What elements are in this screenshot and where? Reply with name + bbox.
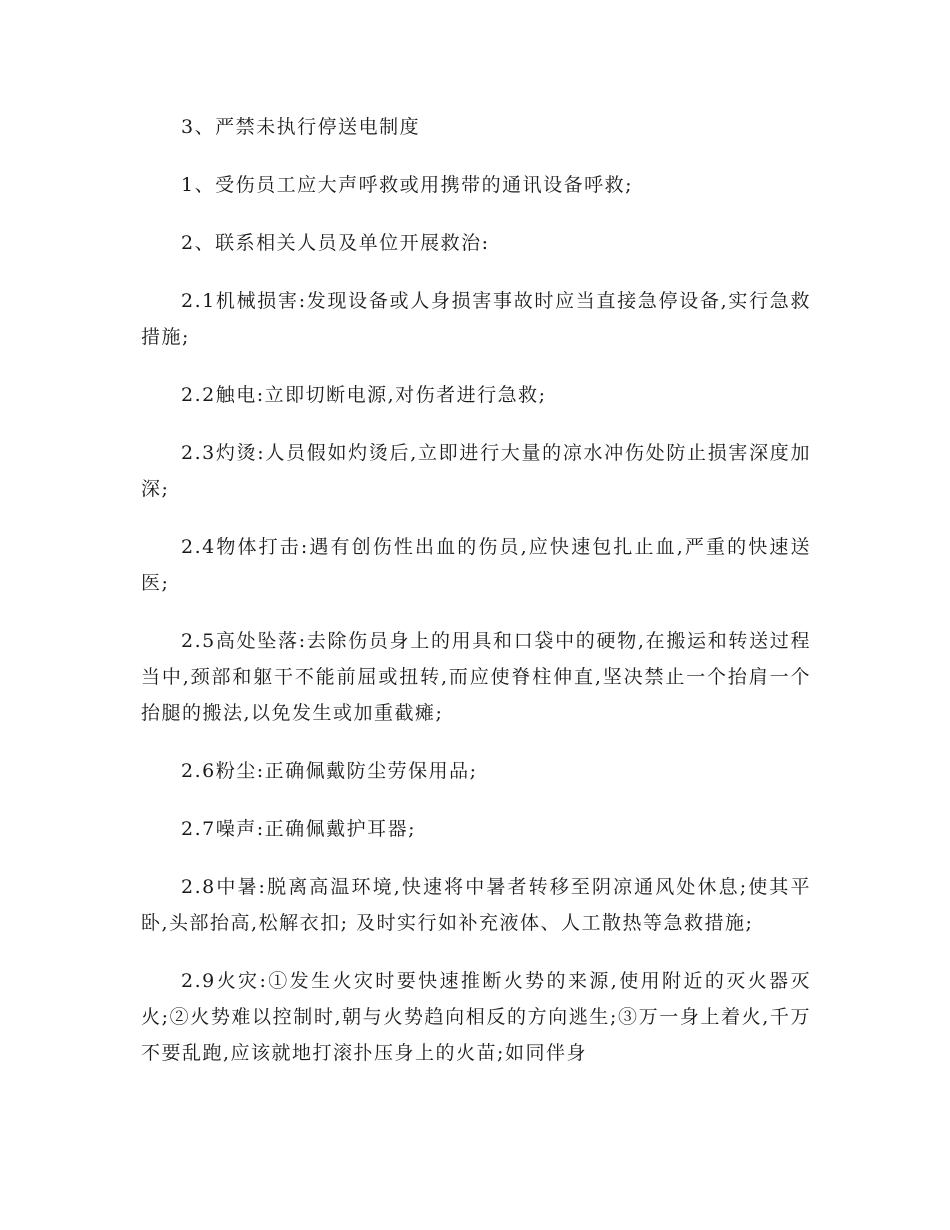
paragraph-contact-rescue: 2、联系相关人员及单位开展救治: (181, 232, 490, 254)
paragraph-fire: 2.9火灾:①发生火灾时要快速推断火势的来源,使用附近的灭火器灭火;②火势难以控制时,朝与火势趋向相反的方向逃生;③万一身上着火,千万不要乱跑,应该就地打滚扑压身上的火苗;如同伴身 (141, 970, 811, 1064)
paragraph-noise: 2.7噪声:正确佩戴护耳器; (181, 818, 417, 840)
paragraph-burn: 2.3灼烫:人员假如灼烫后,立即进行大量的凉水冲伤处防止损害深度加深; (141, 442, 811, 500)
paragraph-fall-from-height: 2.5高处坠落:去除伤员身上的用具和口袋中的硬物,在搬运和转送过程当中,颈部和躯干不能前屈或扭转,而应使脊柱伸直,坚决禁止一个抬肩一个抬腿的搬法,以免发生或加重截瘫; (141, 630, 811, 724)
document-body (141, 109, 811, 1093)
paragraph-power-rule: 3、严禁未执行停送电制度 (181, 116, 421, 138)
paragraph-call-for-help: 1、受伤员工应大声呼救或用携带的通讯设备呼救; (181, 174, 633, 196)
paragraph-mechanical-injury: 2.1机械损害:发现设备或人身损害事故时应当直接急停设备,实行急救措施; (141, 290, 811, 348)
paragraph-heatstroke: 2.8中暑:脱离高温环境,快速将中暑者转移至阴凉通风处休息;使其平卧,头部抬高,松解衣扣; 及时实行如补充液体、人工散热等急救措施; (141, 876, 811, 934)
paragraph-dust: 2.6粉尘:正确佩戴防尘劳保用品; (181, 760, 478, 782)
paragraph-electric-shock: 2.2触电:立即切断电源,对伤者进行急救; (181, 384, 547, 406)
paragraph-object-strike: 2.4物体打击:遇有创伤性出血的伤员,应快速包扎止血,严重的快速送医; (141, 536, 811, 594)
